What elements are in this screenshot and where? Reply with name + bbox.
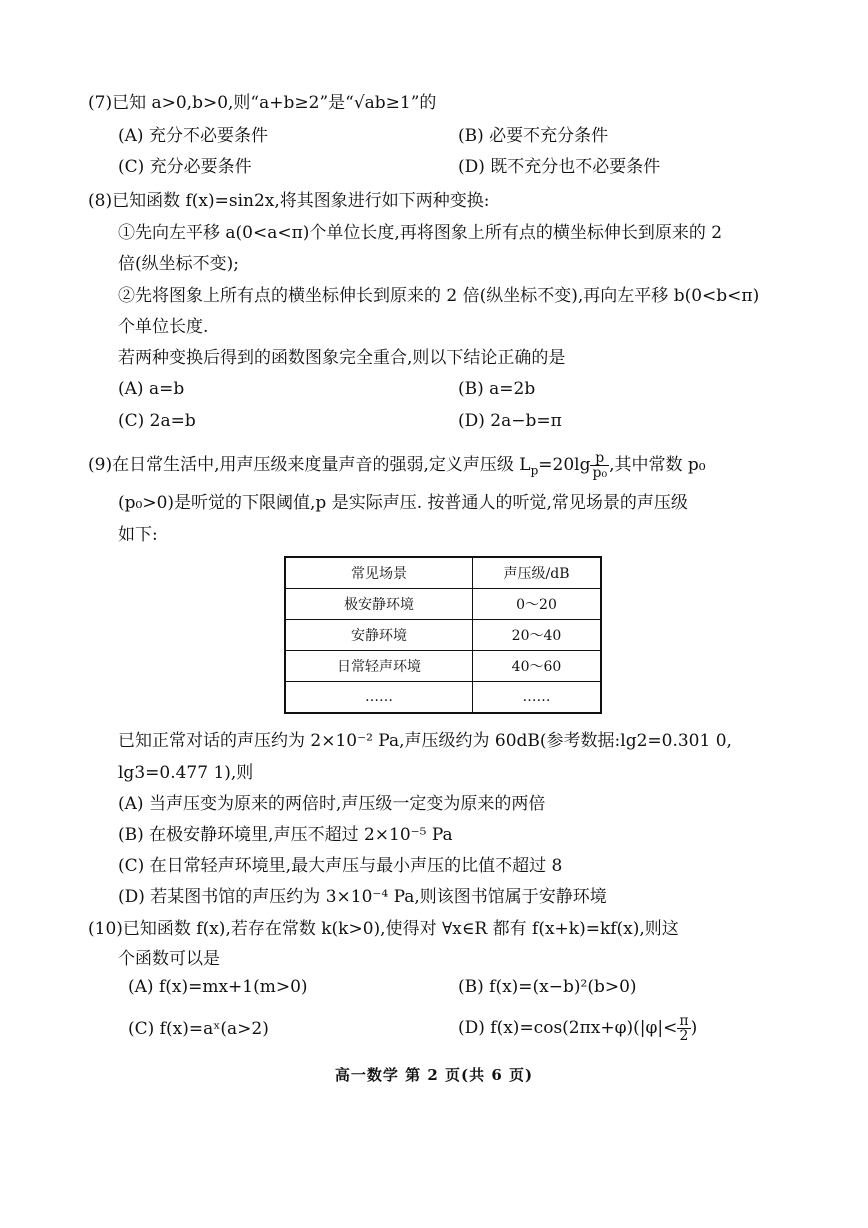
q10-option-d bbox=[458, 1012, 697, 1044]
q8-option-a: (A) a=b bbox=[118, 379, 185, 399]
table-header-cell: 常见场景 bbox=[285, 557, 473, 589]
q10-option-a: (A) f(x)=mx+1(m>0) bbox=[128, 977, 308, 997]
q9-option-c: (C) 在日常轻声环境里,最大声压与最小声压的比值不超过 8 bbox=[118, 856, 563, 876]
table-row bbox=[285, 651, 601, 682]
q10-stem-1: (10)已知函数 f(x),若存在常数 k(k>0),使得对 ∀x∈R 都有 f(x+k)=kf(x),则这 bbox=[88, 919, 679, 939]
q9-info-1: 已知正常对话的声压约为 2×10⁻² Pa,声压级约为 60dB(参考数据:lg2=0.301 0, bbox=[118, 731, 732, 751]
table-cell: …… bbox=[285, 682, 473, 714]
q7-option-d: (D) 既不充分也不必要条件 bbox=[458, 157, 661, 177]
q8-option-d: (D) 2a−b=π bbox=[458, 411, 562, 431]
q9-stem bbox=[88, 450, 706, 485]
q9-option-a: (A) 当声压变为原来的两倍时,声压级一定变为原来的两倍 bbox=[118, 794, 546, 814]
q9-option-b: (B) 在极安静环境里,声压不超过 2×10⁻⁵ Pa bbox=[118, 825, 453, 845]
table-row bbox=[285, 682, 601, 714]
table-cell: …… bbox=[473, 682, 602, 714]
q9-stem-sub: p bbox=[530, 463, 539, 478]
table-cell: 20～40 bbox=[473, 620, 602, 651]
q7-stem: (7)已知 a>0,b>0,则“a+b≥2”是“√ab≥1”的 bbox=[88, 93, 437, 113]
table-row bbox=[285, 589, 601, 620]
q10-option-d-post: ) bbox=[690, 1018, 698, 1038]
q7-option-c: (C) 充分必要条件 bbox=[118, 157, 252, 177]
table-cell: 0～20 bbox=[473, 589, 602, 620]
q8-option-b: (B) a=2b bbox=[458, 379, 536, 399]
q10-frac-num: π bbox=[679, 1013, 689, 1029]
q9-stem-eq: =20lg bbox=[538, 455, 591, 475]
q8-transform-1a: ①先向左平移 a(0<a<π)个单位长度,再将图象上所有点的横坐标伸长到原来的 2 bbox=[118, 223, 723, 243]
q7-option-b: (B) 必要不充分条件 bbox=[458, 126, 609, 146]
q9-line3: 如下: bbox=[118, 525, 158, 545]
q10-stem-2: 个函数可以是 bbox=[118, 949, 220, 969]
q9-stem-pre: (9)在日常生活中,用声压级来度量声音的强弱,定义声压级 L bbox=[88, 455, 531, 475]
q9-line2: (p₀>0)是听觉的下限阈值,p 是实际声压. 按普通人的听觉,常见场景的声压级 bbox=[118, 493, 688, 513]
q8-transform-2b: 个单位长度. bbox=[118, 317, 209, 337]
q8-transform-2a: ②先将图象上所有点的横坐标伸长到原来的 2 倍(纵坐标不变),再向左平移 b(0<b<π) bbox=[118, 286, 760, 306]
table-row bbox=[285, 620, 601, 651]
q8-transform-1b: 倍(纵坐标不变); bbox=[118, 254, 239, 274]
q8-option-c: (C) 2a=b bbox=[118, 411, 196, 431]
q9-frac-den: p₀ bbox=[592, 465, 608, 481]
q9-fraction bbox=[590, 451, 609, 480]
table-cell: 40～60 bbox=[473, 651, 602, 682]
q8-question: 若两种变换后得到的函数图象完全重合,则以下结论正确的是 bbox=[118, 348, 566, 368]
q9-frac-num: p bbox=[590, 451, 609, 466]
q10-option-d-pre: (D) f(x)=cos(2πx+φ)(|φ|< bbox=[458, 1018, 678, 1038]
page-footer: 高一数学 第 2 页(共 6 页) bbox=[334, 1066, 534, 1084]
q10-option-c: (C) f(x)=aˣ(a>2) bbox=[128, 1019, 269, 1039]
q10-option-d-fraction bbox=[677, 1014, 690, 1043]
q7-option-a: (A) 充分不必要条件 bbox=[118, 126, 268, 146]
q9-option-d: (D) 若某图书馆的声压约为 3×10⁻⁴ Pa,则该图书馆属于安静环境 bbox=[118, 887, 607, 907]
sound-level-table bbox=[284, 556, 602, 714]
table-cell: 日常轻声环境 bbox=[285, 651, 473, 682]
q10-option-b: (B) f(x)=(x−b)²(b>0) bbox=[458, 977, 637, 997]
q8-stem: (8)已知函数 f(x)=sin2x,将其图象进行如下两种变换: bbox=[88, 191, 490, 211]
table-header-row bbox=[285, 557, 601, 589]
q10-frac-den: 2 bbox=[679, 1028, 689, 1044]
table-header-cell: 声压级/dB bbox=[473, 557, 602, 589]
q9-info-2: lg3=0.477 1),则 bbox=[118, 763, 254, 783]
table-cell: 极安静环境 bbox=[285, 589, 473, 620]
table-cell: 安静环境 bbox=[285, 620, 473, 651]
q9-stem-post: ,其中常数 p₀ bbox=[609, 455, 706, 475]
